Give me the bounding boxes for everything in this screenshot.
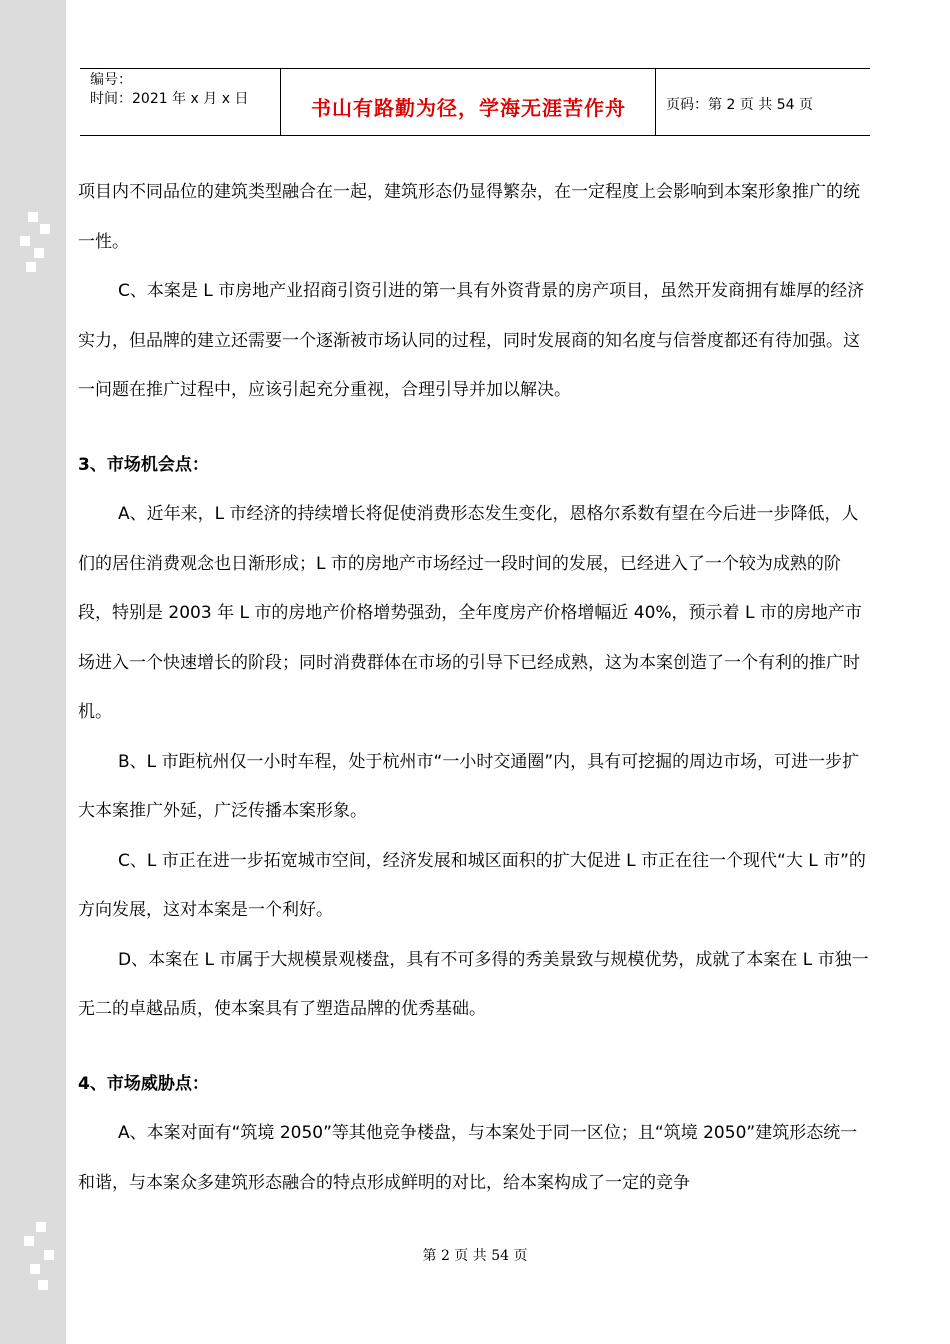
left-margin-bar xyxy=(0,0,66,1344)
decorative-pixel xyxy=(38,1280,48,1290)
decorative-pixel xyxy=(26,262,36,272)
header-motto: 书山有路勤为径，学海无涯苦作舟 xyxy=(311,96,626,120)
header-page-info: 页码：第 2 页 共 54 页 xyxy=(666,97,813,113)
paragraph: A、近年来，L 市经济的持续增长将促使消费形态发生变化，恩格尔系数有望在今后进一步降低，人们的居住消费观念也日渐形成；L 市的房地产市场经过一段时间的发展，已经进入了一个较为成熟的阶段，特别是 2003 年 L 市的房地产价格增势强劲，全年度房产价格增幅近 40%，预示着 L 市的房地产市场进入一个快速增长的阶段；同时消费群体在市场的引导下已经成熟，这为本案创造了一个有利的推广时机。 xyxy=(78,504,862,722)
decorative-pixel xyxy=(40,224,50,234)
decorative-pixel xyxy=(28,212,38,222)
page-header xyxy=(80,68,870,136)
paragraph: C、L 市正在进一步拓宽城市空间，经济发展和城区面积的扩大促进 L 市正在往一个现代“大 L 市”的方向发展，这对本案是一个利好。 xyxy=(78,850,866,920)
decorative-pixel xyxy=(36,1222,46,1232)
section-heading: 3、市场机会点： xyxy=(78,454,209,475)
decorative-pixel xyxy=(34,248,44,258)
paragraph: B、L 市距杭州仅一小时车程，处于杭州市“一小时交通圈”内，具有可挖掘的周边市场，可进一步扩大本案推广外延，广泛传播本案形象。 xyxy=(78,751,860,821)
page-footer: 第 2 页 共 54 页 xyxy=(422,1248,528,1264)
document-date: 时间：2021 年 x 月 x 日 xyxy=(90,91,249,107)
decorative-pixel xyxy=(30,1264,40,1274)
paragraph: A、本案对面有“筑境 2050”等其他竞争楼盘，与本案处于同一区位；且“筑境 2050”建筑形态统一和谐，与本案众多建筑形态融合的特点形成鲜明的对比，给本案构成了一定的竞争 xyxy=(78,1123,858,1193)
paragraph: D、本案在 L 市属于大规模景观楼盘，具有不可多得的秀美景致与规模优势，成就了本案在 L 市独一无二的卓越品质，使本案具有了塑造品牌的优秀基础。 xyxy=(78,949,869,1019)
document-body xyxy=(78,168,874,1208)
decorative-pixel xyxy=(20,236,30,246)
paragraph: 项目内不同品位的建筑类型融合在一起，建筑形态仍显得繁杂，在一定程度上会影响到本案形象推广的统一性。 xyxy=(78,182,860,252)
document-number-label: 编号： xyxy=(90,72,132,88)
header-meta xyxy=(90,71,248,109)
section-heading: 4、市场威胁点： xyxy=(78,1073,209,1094)
paragraph: C、本案是 L 市房地产业招商引资引进的第一具有外资背景的房产项目，虽然开发商拥有雄厚的经济实力，但品牌的建立还需要一个逐渐被市场认同的过程，同时发展商的知名度与信誉度都还有待加强。这一问题在推广过程中，应该引起充分重视，合理引导并加以解决。 xyxy=(78,281,865,400)
motto-box xyxy=(280,68,656,136)
